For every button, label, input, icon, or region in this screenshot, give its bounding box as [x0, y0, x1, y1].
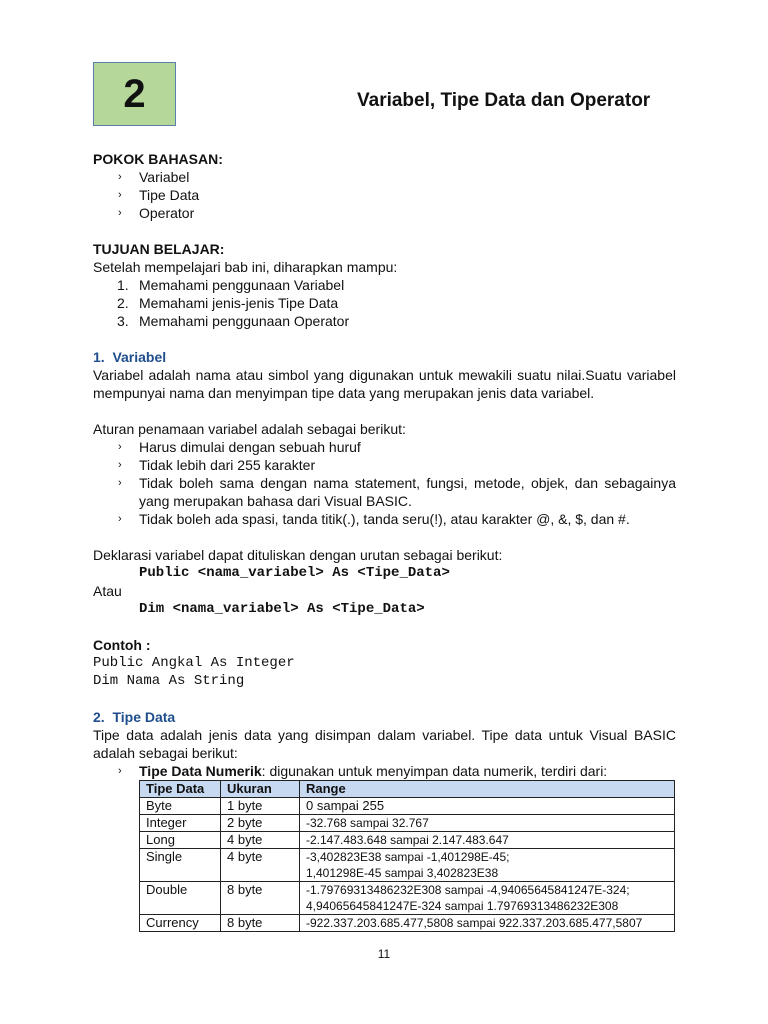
cell-type: Currency	[140, 915, 221, 932]
contoh-label: Contoh :	[93, 637, 151, 653]
list-item	[118, 510, 676, 528]
cell-size: 1 byte	[221, 798, 300, 815]
table-row	[140, 815, 675, 832]
cell-range: -1.79769313486232E308 sampai -4,94065645841247E-324; 4,94065645841247E-324 sampai 1.79769313486232E308	[300, 882, 675, 915]
list-item-text: Memahami penggunaan Variabel	[139, 277, 345, 293]
rules-list	[93, 438, 676, 528]
numeric-type-table	[139, 780, 675, 932]
page-number: 11	[377, 947, 391, 961]
tujuan-intro: Setelah mempelajari bab ini, diharapkan mampu:	[93, 259, 398, 275]
chapter-number-box	[93, 62, 176, 126]
list-item	[118, 168, 676, 186]
list-item	[118, 474, 676, 510]
list-item-text: Tipe Data	[139, 187, 200, 203]
bullet-icon: ›	[118, 441, 122, 453]
cell-range: -32.768 sampai 32.767	[300, 815, 675, 832]
cell-range: -2.147.483.648 sampai 2.147.483.647	[300, 832, 675, 849]
pokok-list	[93, 168, 676, 222]
bullet-icon: ›	[118, 513, 122, 525]
section-2-heading: 2. Tipe Data	[93, 709, 176, 725]
list-item	[118, 186, 676, 204]
table-header-row	[140, 781, 675, 798]
declaration-intro: Deklarasi variabel dapat dituliskan dengan urutan sebagai berikut:	[93, 547, 503, 563]
table-row	[140, 882, 675, 915]
bullet-icon: ›	[118, 171, 122, 183]
declaration-code-dim: Dim <nama_variabel> As <Tipe_Data>	[139, 601, 425, 617]
list-item	[118, 762, 676, 780]
cell-size: 4 byte	[221, 832, 300, 849]
section-2-paragraph: Tipe data adalah jenis data yang disimpan dalam variabel. Tipe data untuk Visual BASIC adalah sebagai berikut:	[93, 727, 676, 761]
cell-size: 2 byte	[221, 815, 300, 832]
cell-type: Byte	[140, 798, 221, 815]
list-item-text: Memahami jenis-jenis Tipe Data	[139, 295, 339, 311]
declaration-code-public: Public <nama_variabel> As <Tipe_Data>	[139, 565, 450, 581]
table-row	[140, 832, 675, 849]
list-item-text: Operator	[139, 205, 195, 221]
numeric-label: Tipe Data Numerik	[139, 763, 262, 779]
column-header-range: Range	[300, 781, 675, 798]
cell-range: 0 sampai 255	[300, 798, 675, 815]
list-item-text: Tidak boleh ada spasi, tanda titik(.), tanda seru(!), atau karakter @, &, $, dan #.	[139, 511, 630, 527]
atau-label: Atau	[93, 583, 122, 599]
list-item	[118, 204, 676, 222]
cell-type: Single	[140, 849, 221, 882]
bullet-icon: ›	[118, 207, 122, 219]
cell-size: 4 byte	[221, 849, 300, 882]
cell-type: Long	[140, 832, 221, 849]
example-code-line-2: Dim Nama As String	[93, 673, 245, 689]
numeric-description: : digunakan untuk menyimpan data numerik, terdiri dari:	[261, 763, 608, 779]
list-item-text: Variabel	[139, 169, 190, 185]
list-item-text: Harus dimulai dengan sebuah huruf	[139, 439, 361, 455]
list-item	[118, 438, 676, 456]
cell-type: Double	[140, 882, 221, 915]
main-content	[93, 150, 676, 932]
bullet-icon: ›	[118, 189, 122, 201]
table-row	[140, 798, 675, 815]
tipe-data-list	[93, 762, 676, 780]
section-1-heading: 1. Variabel	[93, 349, 167, 365]
list-item: 3. Memahami penggunaan Operator	[117, 313, 350, 329]
table-row	[140, 849, 675, 882]
rules-intro: Aturan penamaan variabel adalah sebagai berikut:	[93, 421, 406, 437]
table-row	[140, 915, 675, 932]
cell-size: 8 byte	[221, 882, 300, 915]
cell-range: -922.337.203.685.477,5808 sampai 922.337.203.685.477,5807	[300, 915, 675, 932]
list-item: 1. Memahami penggunaan Variabel	[117, 277, 345, 293]
cell-range: -3,402823E38 sampai -1,401298E-45; 1,401298E-45 sampai 3,402823E38	[300, 849, 675, 882]
chapter-title: Variabel, Tipe Data dan Operator	[357, 90, 651, 111]
section-1-paragraph: Variabel adalah nama atau simbol yang digunakan untuk mewakili suatu nilai.Suatu variabel mempunyai nama dan menyimpan tipe data yang merupakan jenis data variabel.	[93, 367, 676, 401]
list-item: 2. Memahami jenis-jenis Tipe Data	[117, 295, 339, 311]
cell-type: Integer	[140, 815, 221, 832]
bullet-icon: ›	[118, 477, 122, 489]
pokok-heading: POKOK BAHASAN:	[93, 151, 223, 167]
bullet-icon: ›	[118, 765, 122, 777]
column-header-ukuran: Ukuran	[221, 781, 300, 798]
example-code-line-1: Public Angkal As Integer	[93, 655, 295, 671]
chapter-number: 2	[123, 72, 146, 116]
list-item-text: Tidak boleh sama dengan nama statement, fungsi, metode, objek, dan sebagainya yang merupakan bahasa dari Visual BASIC.	[139, 475, 676, 509]
tujuan-heading: TUJUAN BELAJAR:	[93, 241, 225, 257]
list-item	[118, 456, 676, 474]
tujuan-list	[93, 276, 676, 330]
list-item-text: Memahami penggunaan Operator	[139, 313, 350, 329]
bullet-icon: ›	[118, 459, 122, 471]
cell-size: 8 byte	[221, 915, 300, 932]
column-header-tipe-data: Tipe Data	[140, 781, 221, 798]
list-item-text: Tidak lebih dari 255 karakter	[139, 457, 316, 473]
